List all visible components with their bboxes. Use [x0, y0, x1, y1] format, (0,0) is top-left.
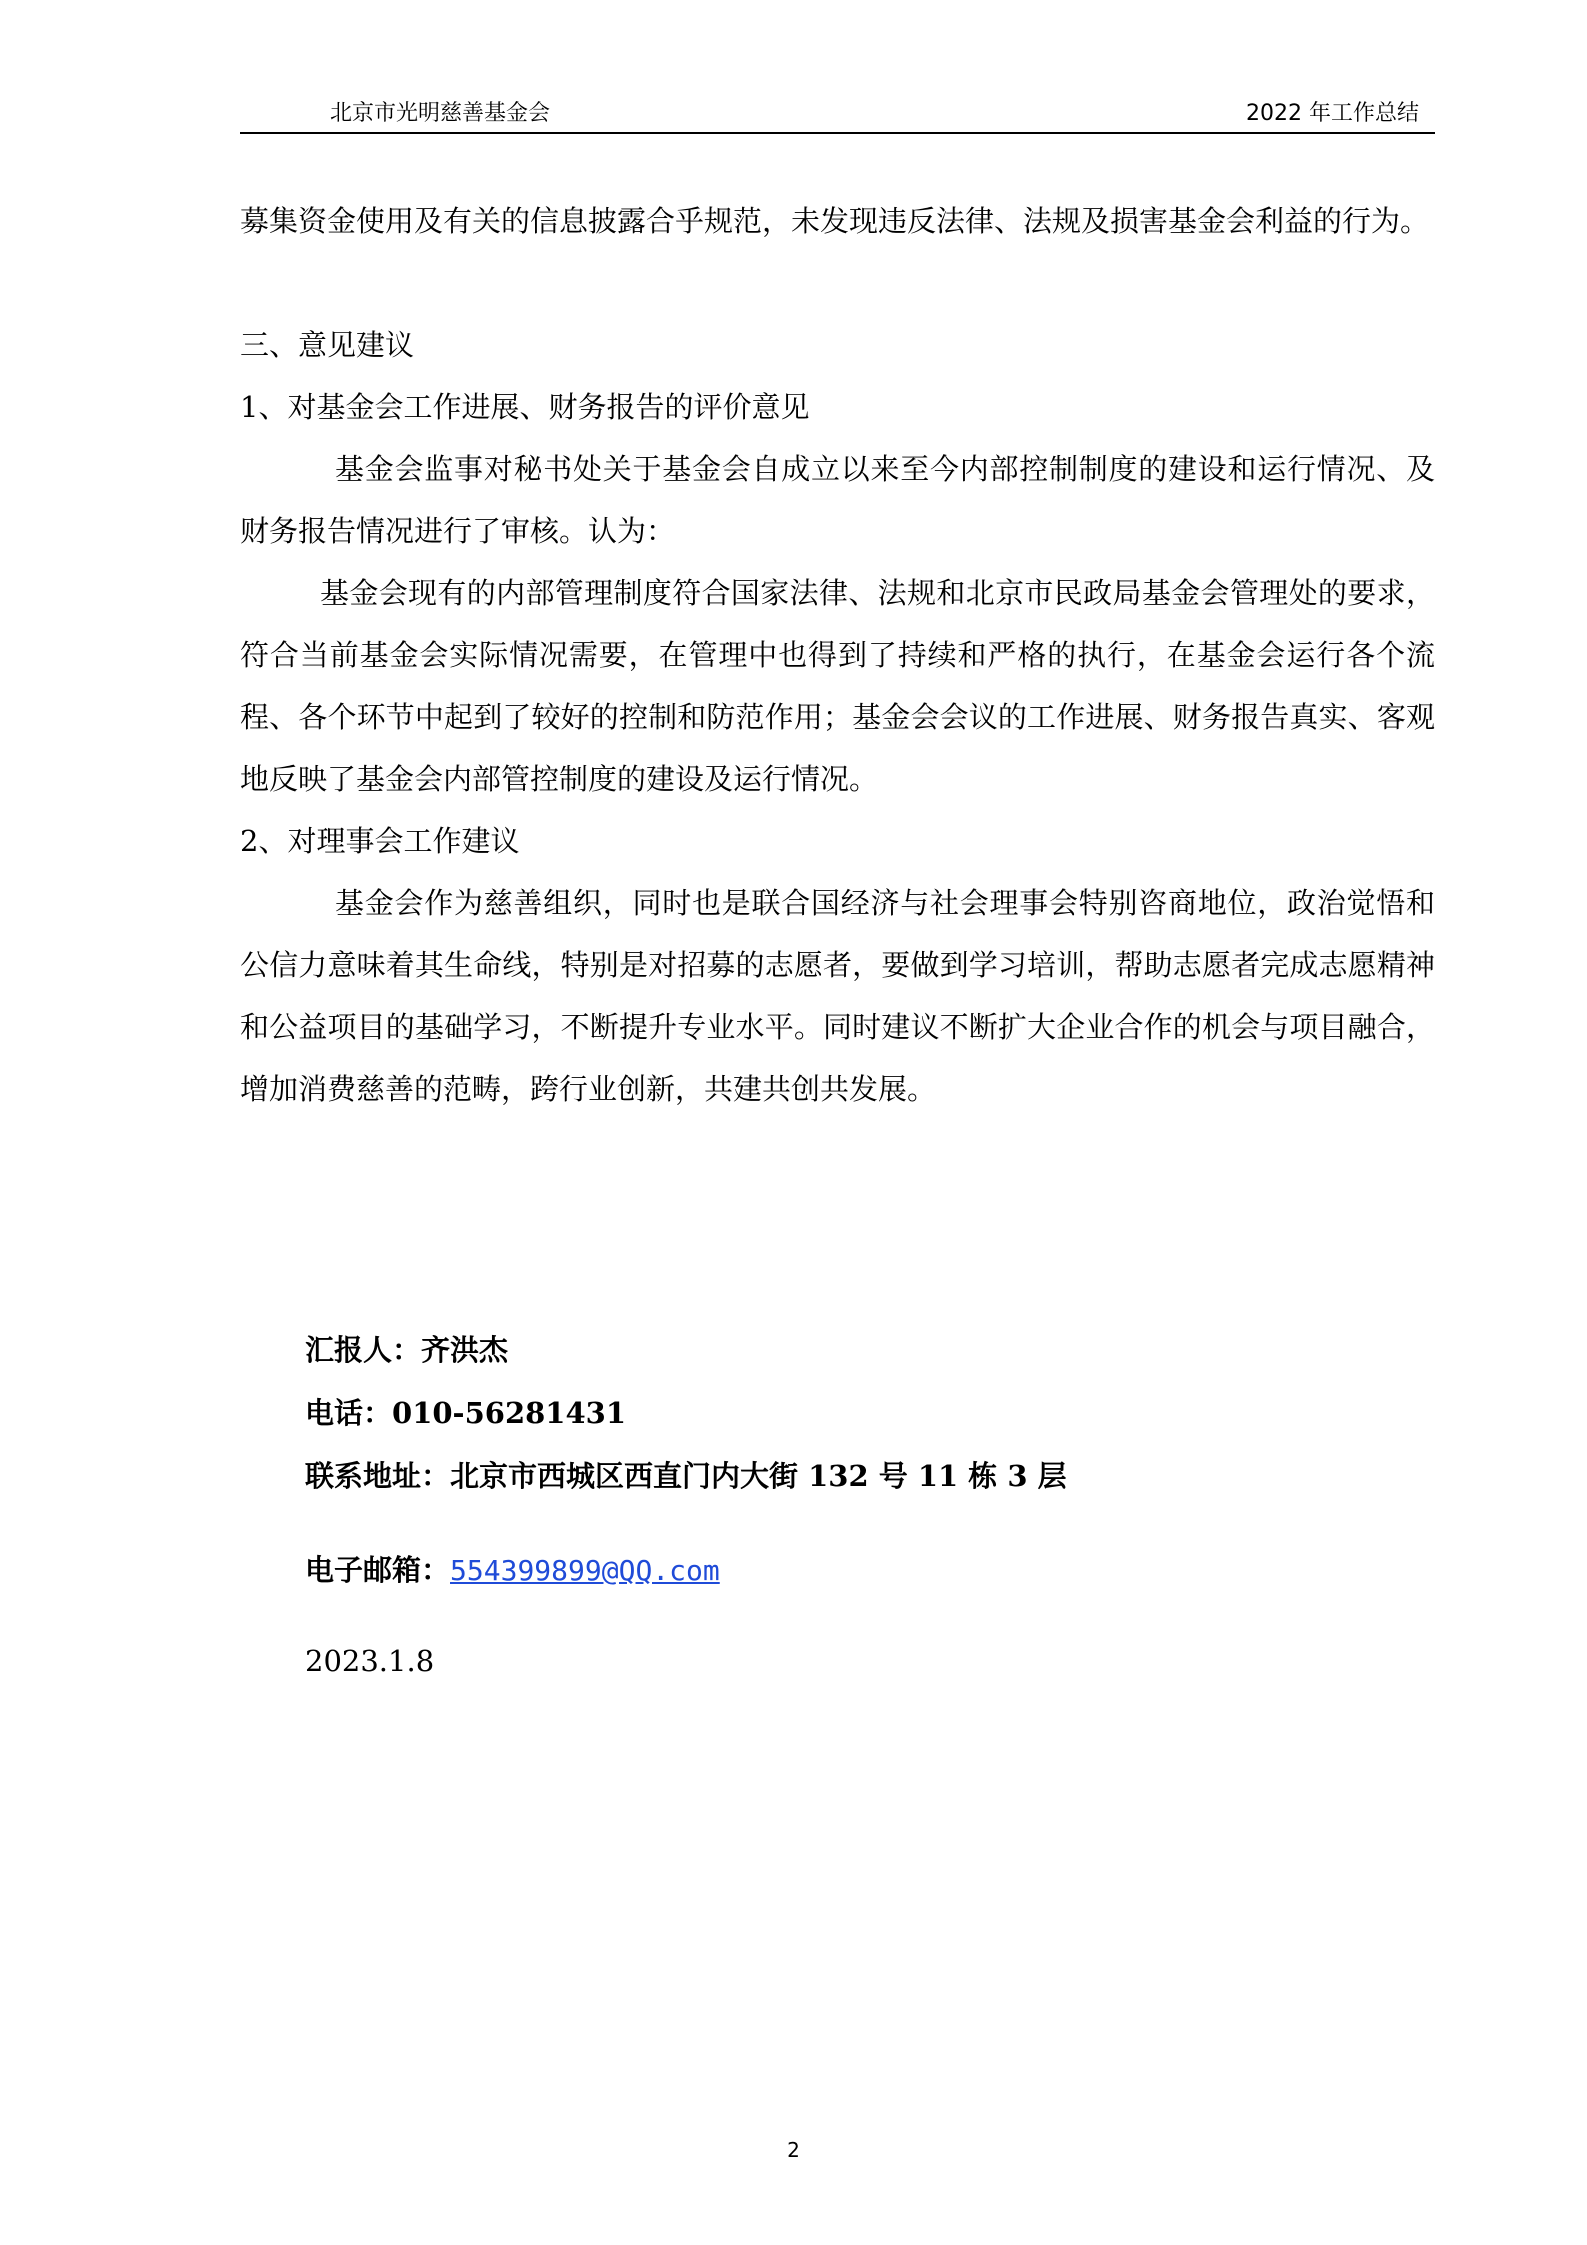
email-line [305, 1550, 720, 1591]
paragraph-assessment: 基金会现有的内部管理制度符合国家法律、法规和北京市民政局基金会管理处的要求，符合当前基金会实际情况需要，在管理中也得到了持续和严格的执行，在基金会运行各个流程、各个环节中起到了较好的控制和防范作用；基金会会议的工作进展、财务报告真实、客观地反映了基金会内部管控制度的建设及运行情况。 [240, 576, 1435, 796]
phone-line [305, 1393, 626, 1433]
reporter-label: 汇报人： [305, 1333, 422, 1367]
address-line [305, 1456, 1067, 1496]
item-title-board-suggestions: 2、对理事会工作建议 [240, 824, 520, 858]
email-link[interactable]: 554399899@QQ.com [450, 1554, 720, 1587]
header-doc-title: 2022 年工作总结 [1246, 101, 1419, 126]
item-title-evaluation: 1、对基金会工作进展、财务报告的评价意见 [240, 390, 810, 424]
phone-number: 010-56281431 [392, 1396, 627, 1430]
address-value: 北京市西城区西直门内大街 132 号 11 栋 3 层 [450, 1459, 1067, 1493]
section-title-suggestions: 三、意见建议 [240, 328, 415, 362]
reporter-name: 齐洪杰 [421, 1333, 509, 1367]
document-date: 2023.1.8 [305, 1644, 435, 1678]
phone-label: 电话： [305, 1396, 393, 1430]
paragraph-recommendations: 基金会作为慈善组织，同时也是联合国经济与社会理事会特别咨商地位，政治觉悟和公信力意味着其生命线，特别是对招募的志愿者，要做到学习培训，帮助志愿者完成志愿精神和公益项目的基础学习，不断提升专业水平。同时建议不断扩大企业合作的机会与项目融合，增加消费慈善的范畴，跨行业创新，共建共创共发展。 [240, 886, 1435, 1106]
header-org-name: 北京市光明慈善基金会 [330, 101, 551, 126]
document-body [240, 190, 1435, 1120]
page-number: 2 [787, 2138, 800, 2162]
address-label: 联系地址： [305, 1459, 451, 1493]
reporter-line [305, 1330, 508, 1370]
paragraph-audit: 基金会监事对秘书处关于基金会自成立以来至今内部控制制度的建设和运行情况、及财务报告情况进行了审核。认为： [240, 452, 1435, 548]
paragraph-disclosure: 募集资金使用及有关的信息披露合乎规范，未发现违反法律、法规及损害基金会利益的行为。 [240, 204, 1430, 238]
page-header [240, 92, 1435, 134]
email-label: 电子邮箱： [305, 1553, 451, 1587]
